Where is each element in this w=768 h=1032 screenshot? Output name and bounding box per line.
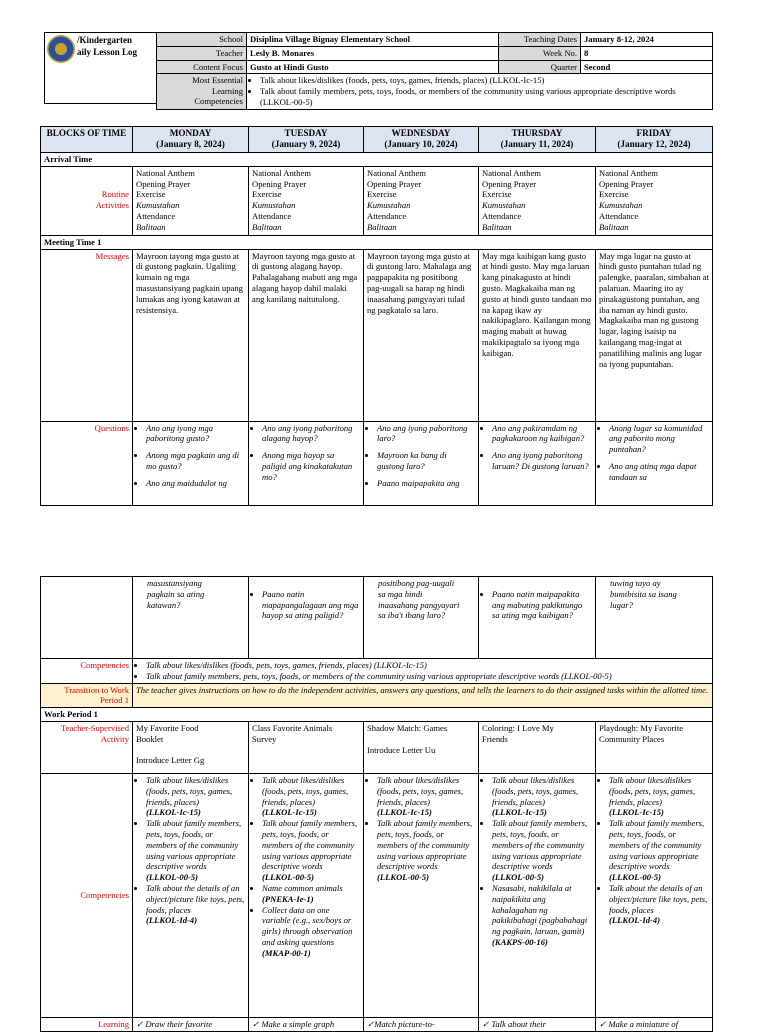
competency-item: • Talk about family members, pets, toys, foods, or members of the community using various appropriate descriptive words (LLKOL-00-5) (609, 818, 709, 883)
questions-label: Questions (41, 421, 133, 505)
mel-label: Most Essential Learning Competencies (157, 74, 247, 109)
messages-label: Messages (41, 249, 133, 421)
routine-item: National Anthem (367, 167, 426, 178)
page-gap (0, 550, 768, 572)
page-2 (0, 572, 768, 1029)
competencies-label: Competencies (41, 659, 133, 684)
routine-item: Balitaan (252, 221, 282, 232)
message-wed: Mayroon tayong mga gusto at di gustong laro. Mahalaga ang pagpapakita ng positibong pag-uugali sa harap ng hindi inaasahang pangyayari tulad ng pagkatalo sa laro. (364, 249, 479, 421)
week-value: 8 (581, 46, 713, 60)
day-header-wed: WEDNESDAY (January 10, 2024) (364, 127, 479, 153)
questions-fri: • Anong lugar sa komunidad ang paborito mong puntahan? • Ano ang atinq mga dapat tandaan sa (596, 421, 713, 505)
work-comp-thu (479, 773, 596, 1017)
day-header-tue: TUESDAY (January 9, 2024) (249, 127, 364, 153)
message-tue: Mayroon tayong mga gusto at di gustong alagang hayop. Pahalagahang mabuti ang mga alagang hayop dahil malaki ang kanilang naitutulong. (249, 249, 364, 421)
message-mon: Mayroon tayong mga gusto at di gustong pagkain. Ugaliing kumain ng mga masustansiyang pagkain upang lumakas ang iyong katawan at resistensiya. (133, 249, 249, 421)
routine-item: Exercise (252, 189, 282, 200)
message-fri: May mga lugar na gusto at hindi gusto puntahan tulad ng palengke, paaralan, simbahan at palaruan. Maaring ito ay pinakagustong puntahan, ang iba naman ay hindi gusto. Magkakaiba man ng gustong lugar, laging isaisip na kailangang mag-ingat at panatilihing malinis ang lugar na iyong pupuntahan. (596, 249, 713, 421)
competency-item: • Talk about family members, pets, toys, foods, or members of the community using various appropriate descriptive words (LLKOL-00-5) (262, 818, 360, 883)
routine-item: Kumustahan (252, 200, 296, 211)
tsa-thu: Coloring: I Love My Friends (479, 721, 596, 773)
learning-wed: ✓Match picture-to- (364, 1017, 479, 1031)
competency-item: • Talk about likes/dislikes (foods, pets, toys, games, friends, places) (LLKOL-Ic-15) (262, 775, 360, 818)
tsa-mon: My Favorite Food Booklet Introduce Letter Gg (133, 721, 249, 773)
mel-item: • Talk about likes/dislikes (foods, pets, toys, games, friends, places) (LLKOL-Ic-15) (260, 75, 709, 86)
competency-item: • Talk about the details of an object/picture like toys, pets, foods, places (LLKOL-Id-4) (609, 883, 709, 926)
routine-item: Exercise (367, 189, 397, 200)
competency-item: • Talk about family members, pets, toys, foods, or members of the community using various appropriate descriptive words (LLKOL-00-5) (377, 818, 475, 883)
section-work-period-1: Work Period 1 (41, 708, 713, 722)
title-line-2: aily Lesson Log (77, 47, 138, 57)
routine-item: Balitaan (482, 221, 512, 232)
content-value: Gusto at Hindi Gusto (247, 60, 499, 74)
learning-mon: ✓ Draw their favorite (133, 1017, 249, 1031)
routine-item: Balitaan (599, 221, 629, 232)
work-comp-fri (596, 773, 713, 1017)
competency-item: • Talk about family members, pets, toys, foods, or members of the community using various appropriate descriptive words (LLKOL-00-5) (492, 818, 592, 883)
questions-tue: • Ano ang iyong paboritong alagang hayop? • Anong mga hayop sa paligid ang kinakatakutan mo? (249, 421, 364, 505)
teacher-value: Lesly B. Monares (247, 46, 499, 60)
questions-thu: • Ano ang pakiramdam ng pagkakaroon ng kaibigan? • Ano ang iyong paboritong laruan? Di gustong laruan? (479, 421, 596, 505)
work-comp-mon (133, 773, 249, 1017)
work-comp-wed (364, 773, 479, 1017)
lesson-table (40, 126, 713, 506)
learning-thu: ✓ Talk about their (479, 1017, 596, 1031)
competency-item: • Collect data on one variable (e.g., sex/boys or girls) through observation and asking questions (MKAP-00-1) (262, 905, 360, 959)
routine-item: Exercise (482, 189, 512, 200)
routine-item: Attendance (367, 210, 407, 221)
routine-fri (596, 166, 713, 235)
routine-item: National Anthem (599, 167, 658, 178)
questions-cont-wed: positibong pag-uugali sa mga hindi inaasahang pangyayari sa iba't ibang laro? (364, 577, 479, 659)
questions-cont-mon: masustansiyang pagkain sa ating katawan? (133, 577, 249, 659)
day-header-thu: THURSDAY (January 11, 2024) (479, 127, 596, 153)
competency-item: • Talk about likes/dislikes (foods, pets, toys, games, friends, places) (LLKOL-Ic-15) (492, 775, 592, 818)
competencies-list (133, 659, 713, 684)
section-meeting-1: Meeting Time 1 (41, 235, 713, 249)
day-header-mon: MONDAY (January 8, 2024) (133, 127, 249, 153)
questions-mon: • Ano ang iyong mga paboritong gusto? • Anong mga pagkain ang di mo gusto? • Ano ang maidudulot ng (133, 421, 249, 505)
header-table (156, 32, 713, 110)
work-competencies-label: Competencies (41, 773, 133, 1017)
title-box (44, 32, 158, 104)
competency-item: • Talk about likes/dislikes (foods, pets, toys, games, friends, places) (LLKOL-Ic-15) (146, 775, 245, 818)
routine-label: Routine Activities (41, 166, 133, 235)
routine-item: Attendance (599, 210, 639, 221)
learning-tue: ✓ Make a simple graph (249, 1017, 364, 1031)
transition-label: Transition to Work Period 1 (41, 683, 133, 708)
tsa-label: Teacher-Supervised Activity (41, 721, 133, 773)
questions-cont-tue: • Paano natin mapapangalagaan ang mga hayop sa ating paligid? (249, 577, 364, 659)
routine-item: National Anthem (482, 167, 541, 178)
routine-item: Kumustahan (482, 200, 526, 211)
competency-item: • Talk about likes/dislikes (foods, pets, toys, games, friends, places) (LLKOL-Ic-15) (377, 775, 475, 818)
routine-item: Kumustahan (367, 200, 411, 211)
routine-item: Exercise (136, 189, 166, 200)
week-label: Week No. (499, 46, 581, 60)
routine-item: Opening Prayer (599, 178, 654, 189)
routine-item: Attendance (136, 210, 176, 221)
blocks-header: BLOCKS OF TIME (41, 127, 133, 153)
work-comp-tue (249, 773, 364, 1017)
content-label: Content Focus (157, 60, 247, 74)
competency-item: • Nasasabi, nakikilala at naipakikita ang kahalagahan ng pakikibahagi (pagbabahagi ng pagkain, laruan, gamit) (KAKPS-00-16) (492, 883, 592, 948)
routine-item: Opening Prayer (482, 178, 537, 189)
routine-item: Opening Prayer (136, 178, 191, 189)
competency-item: • Talk about family members, pets, toys, foods, or members of the community using various appropriate descriptive words (LLKOL-00-5) (146, 818, 245, 883)
routine-item: Balitaan (136, 221, 166, 232)
routine-tue (249, 166, 364, 235)
title-line-1: /Kindergarten (77, 35, 132, 45)
routine-wed (364, 166, 479, 235)
quarter-label: Quarter (499, 60, 581, 74)
teacher-label: Teacher (157, 46, 247, 60)
competency-item: • Talk about family members, pets, toys, foods, or members of the community using various appropriate descriptive words (LLKOL-00-5) (146, 671, 709, 682)
quarter-value: Second (581, 60, 713, 74)
routine-item: Balitaan (367, 221, 397, 232)
tsa-wed: Shadow Match: Games Introduce Letter Uu (364, 721, 479, 773)
routine-item: Attendance (252, 210, 292, 221)
school-value: Disiplina Village Bignay Elementary School (247, 33, 499, 47)
questions-cont-fri: tuwing tayo ay bumibisita sa isang lugar? (596, 577, 713, 659)
message-thu: May mga kaibigan kang gusto at hindi gusto. May mga laruan kang pinakagusto at hindi gusto. Magkakaiba man ng gusto at hindi gusto tandaan mo na kapag ikaw ay nakikipaglaro. Kailangan mong maging mabait at huwag makikipagtalo sa iyong mga kaibigan. (479, 249, 596, 421)
routine-mon (133, 166, 249, 235)
routine-item: Kumustahan (136, 200, 180, 211)
routine-item: National Anthem (136, 167, 195, 178)
routine-thu (479, 166, 596, 235)
tsa-tue: Class Favorite Animals Survey (249, 721, 364, 773)
questions-cont-thu: • Paano natin maipapakita ang mabuting pakikitungo sa ating mga kaibigan? (479, 577, 596, 659)
dates-value: January 8-12, 2024 (581, 33, 713, 47)
dates-label: Teaching Dates (499, 33, 581, 47)
learning-fri: ✓ Make a miniature of (596, 1017, 713, 1031)
routine-item: Exercise (599, 189, 629, 200)
lesson-table-continued (40, 576, 713, 1032)
competency-item: • Name common animals (PNEKA-Ie-1) (262, 883, 360, 905)
routine-item: Attendance (482, 210, 522, 221)
questions-cont-label (41, 577, 133, 659)
competency-item: • Talk about the details of an object/picture like toys, pets, foods, places (LLKOL-Id-4) (146, 883, 245, 926)
routine-item: Kumustahan (599, 200, 643, 211)
competency-item: • Talk about likes/dislikes (foods, pets, toys, games, friends, places) (LLKOL-Ic-15) (146, 660, 709, 671)
questions-wed: • Ano ang iyong paboritong laro? • Mayroon ka bang di gustong laro? • Paano maipapakita ang (364, 421, 479, 505)
routine-item: Opening Prayer (367, 178, 422, 189)
learning-label: Learning (41, 1017, 133, 1031)
school-label: School (157, 33, 247, 47)
competency-item: • Talk about likes/dislikes (foods, pets, toys, games, friends, places) (LLKOL-Ic-15) (609, 775, 709, 818)
mel-item: • Talk about family members, pets, toys, foods, or members of the community using various appropriate descriptive words (LLKOL-00-5) (260, 86, 709, 108)
mel-list (247, 74, 713, 109)
section-arrival: Arrival Time (41, 153, 713, 167)
transition-text: The teacher gives instructions on how to do the independent activities, answers any questions, and tells the learners to do their assigned tasks within the allotted time. (133, 683, 713, 708)
day-header-fri: FRIDAY (January 12, 2024) (596, 127, 713, 153)
tsa-fri: Playdough: My Favorite Community Places (596, 721, 713, 773)
deped-seal-icon (47, 35, 75, 63)
routine-item: Opening Prayer (252, 178, 307, 189)
routine-item: National Anthem (252, 167, 311, 178)
